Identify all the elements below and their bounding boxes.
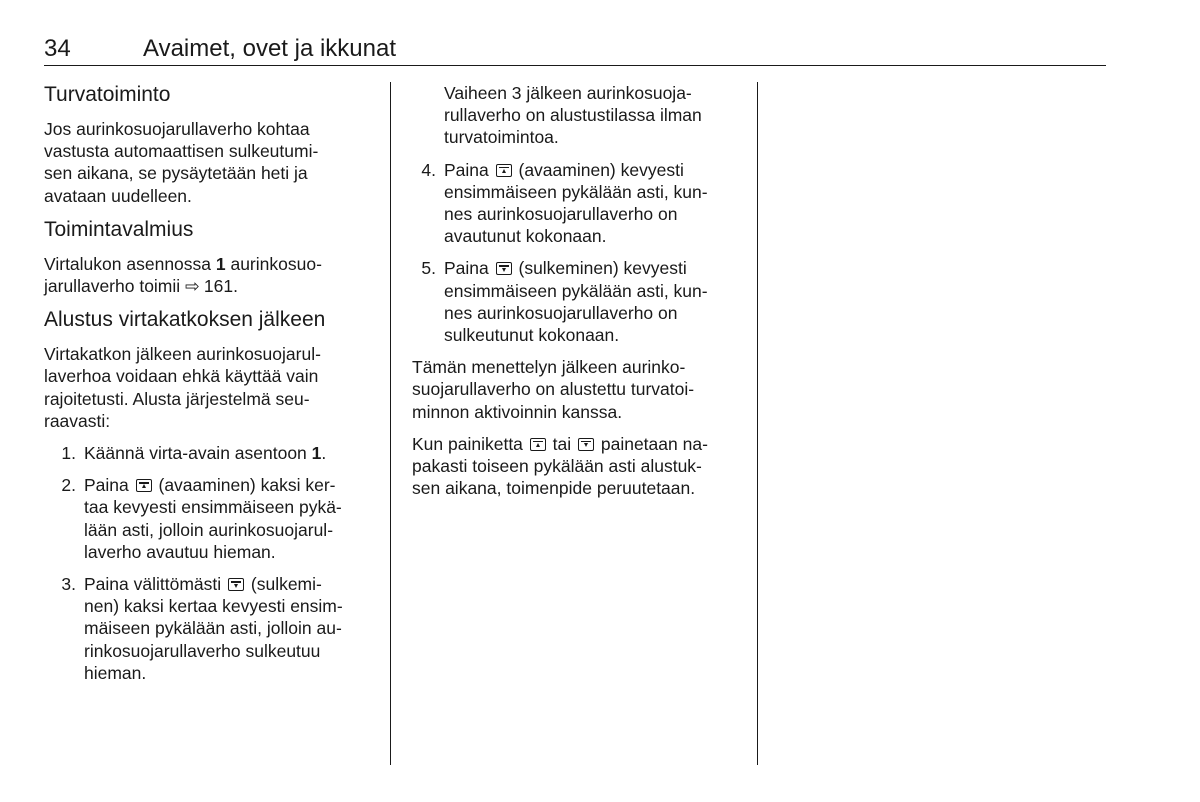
section-readiness [44, 217, 372, 297]
steps-list [44, 442, 372, 684]
text-line: avautunut kokonaan. [444, 226, 607, 247]
text-line: rinkosuojarullaverho sulkeutuu [84, 640, 321, 661]
text-line: avataan uudelleen. [44, 185, 192, 206]
text-line: ensimmäiseen pykälään asti, kun- [444, 181, 708, 202]
text-line [84, 573, 343, 595]
section-safety-function [44, 82, 372, 207]
text-run: Kun painiketta [412, 433, 528, 454]
step-number: 2. [61, 475, 76, 496]
text-line [444, 159, 708, 181]
paragraph [412, 433, 748, 500]
sunblind-open-icon [136, 479, 152, 492]
column-middle [412, 82, 748, 509]
step-text [76, 442, 326, 464]
text-line: pakasti toiseen pykälään asti alustuk- [412, 456, 702, 477]
step3-continuation [412, 82, 748, 149]
list-item [44, 573, 372, 684]
step-number: 4. [421, 159, 436, 180]
text-line: suojarullaverho on alustettu turvatoi- [412, 379, 695, 400]
step-text [76, 474, 342, 563]
paragraph [412, 356, 748, 423]
text-run: . [321, 443, 327, 464]
text-line: Jos aurinkosuojarullaverho kohtaa [44, 119, 310, 139]
text-run: (sulkemi- [246, 574, 322, 595]
paragraph [44, 343, 372, 432]
section-heading: Toimintavalmius [44, 217, 194, 241]
sunblind-open-icon [530, 438, 546, 451]
text-run: (sulkeminen) kevyesti [513, 258, 687, 279]
text-run: Paina välittömästi [84, 574, 227, 595]
text-run: (avaaminen) kevyesti [513, 159, 684, 180]
page-reference-arrow-icon: ⇨ [185, 276, 200, 297]
paragraph [44, 118, 372, 207]
page-header [44, 32, 1106, 66]
text-line: vastusta automaattisen sulkeutumi- [44, 141, 319, 162]
text-line: mäiseen pykälään asti, jolloin au- [84, 618, 342, 639]
text-line: sen aikana, toimenpide peruutetaan. [412, 478, 696, 499]
sunblind-open-icon [496, 164, 512, 177]
text-run: jarullaverho toimii [44, 276, 186, 297]
page-number: 34 [44, 35, 71, 62]
text-run: Käännä virta-avain asentoon [84, 443, 312, 464]
step-number: 3. [61, 574, 76, 595]
text-line [444, 257, 708, 279]
sunblind-close-icon [496, 262, 512, 275]
text-run: aurinkosuo- [225, 253, 322, 274]
sunblind-close-icon [578, 438, 594, 451]
text-line [84, 442, 326, 464]
text-line: sulkeutunut kokonaan. [444, 325, 620, 346]
text-run: (avaaminen) kaksi ker- [153, 475, 336, 496]
text-line: raavasti: [44, 410, 111, 431]
text-line: minnon aktivoinnin kanssa. [412, 401, 623, 422]
sunblind-close-icon [228, 578, 244, 591]
chapter-title: Avaimet, ovet ja ikkunat [143, 35, 397, 62]
text-line: laverho avautuu hieman. [84, 541, 276, 562]
text-run: painetaan na- [596, 433, 708, 454]
paragraph [44, 253, 372, 297]
step-text [76, 573, 343, 684]
page-reference-number: 161. [199, 276, 238, 297]
text-line: laverhoa voidaan ehkä käyttää vain [44, 366, 319, 387]
text-run: Paina [84, 475, 134, 496]
column-left [44, 82, 372, 694]
text-line: Vaiheen 3 jälkeen aurinkosuoja- [444, 83, 692, 103]
text-line: nen) kaksi kertaa kevyesti ensim- [84, 596, 343, 617]
text-line: turvatoimintoa. [444, 127, 559, 148]
step-number: 1. [61, 443, 76, 464]
text-run: tai [547, 433, 576, 454]
text-line: Virtakatkon jälkeen aurinkosuojarul- [44, 344, 321, 365]
list-item [412, 159, 748, 248]
text-line [84, 474, 342, 496]
text-run: Paina [444, 159, 494, 180]
text-line [44, 275, 372, 297]
ignition-position-value: 1 [215, 253, 226, 274]
text-line: sen aikana, se pysäytetään heti ja [44, 163, 308, 184]
column-divider [757, 82, 758, 765]
section-heading: Alustus virtakatkoksen jälkeen [44, 308, 326, 332]
step-text [436, 257, 708, 346]
text-run: Paina [444, 258, 494, 279]
list-item [44, 442, 372, 464]
column-divider [390, 82, 391, 765]
text-line [412, 433, 748, 455]
step-number: 5. [421, 258, 436, 279]
text-line: rajoitetusti. Alusta järjestelmä seu- [44, 388, 310, 409]
section-initialisation [44, 307, 372, 684]
text-line: nes aurinkosuojarullaverho on [444, 204, 678, 225]
list-item [44, 474, 372, 563]
text-line [44, 253, 372, 275]
section-heading: Turvatoiminto [44, 83, 171, 106]
text-run: Virtalukon asennossa [44, 253, 216, 274]
list-item [412, 257, 748, 346]
ignition-position-value: 1 [311, 443, 322, 464]
text-line: Tämän menettelyn jälkeen aurinko- [412, 357, 686, 378]
text-line: lään asti, jolloin aurinkosuojarul- [84, 519, 334, 540]
text-line: ensimmäiseen pykälään asti, kun- [444, 280, 708, 301]
steps-list [412, 159, 748, 347]
text-line: hieman. [84, 662, 147, 683]
text-line: rullaverho on alustustilassa ilman [444, 105, 702, 126]
step-text [436, 159, 708, 248]
text-line: nes aurinkosuojarullaverho on [444, 302, 678, 323]
text-line: taa kevyesti ensimmäiseen pykä- [84, 497, 342, 518]
